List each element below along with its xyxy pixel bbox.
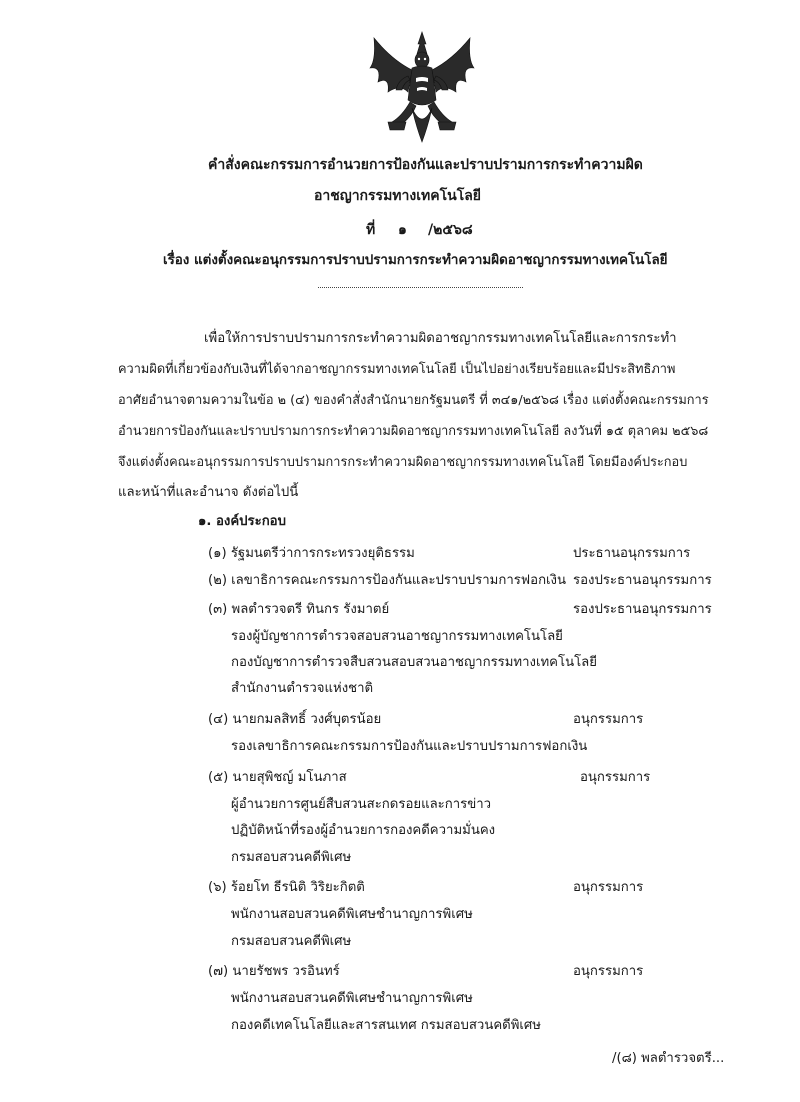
section-heading: ๑. องค์ประกอบ (198, 514, 286, 529)
separator-dots (318, 287, 523, 288)
member-name: (๕) นายสุพิชญ์ มโนภาส (208, 770, 347, 785)
intro-line: และหน้าที่และอำนาจ ดังต่อไปนี้ (118, 485, 299, 500)
member-detail: พนักงานสอบสวนคดีพิเศษชำนาญการพิเศษ (231, 991, 473, 1006)
member-detail: พนักงานสอบสวนคดีพิเศษชำนาญการพิเศษ (231, 907, 473, 922)
order-number-value: ๑ (398, 222, 407, 238)
member-detail: รองผู้บัญชาการตำรวจสอบสวนอาชญากรรมทางเทคโนโลยี (231, 629, 563, 644)
member-name: (๓) พลตำรวจตรี ทินกร รังมาตย์ (208, 602, 390, 617)
member-name: (๗) นายรัชพร วรอินทร์ (208, 964, 340, 979)
garuda-emblem-icon (362, 30, 482, 148)
order-title-line2: อาชญากรรมทางเทคโนโลยี (314, 188, 482, 204)
member-role: อนุกรรมการ (573, 964, 644, 979)
member-name: (๖) ร้อยโท ธีรนิติ วิริยะกิตติ (208, 880, 365, 895)
order-number-label: ที่ (366, 222, 376, 238)
intro-line: ความผิดที่เกี่ยวข้องกับเงินที่ได้จากอาชญากรรมทางเทคโนโลยี เป็นไปอย่างเรียบร้อยและมีประสิทธิภาพ (118, 362, 676, 377)
member-detail: กองคดีเทคโนโลยีและสารสนเทศ กรมสอบสวนคดีพิเศษ (231, 1018, 541, 1033)
member-role: อนุกรรมการ (580, 770, 651, 785)
member-role: อนุกรรมการ (573, 712, 644, 727)
member-detail: กรมสอบสวนคดีพิเศษ (231, 850, 352, 865)
intro-line: อาศัยอำนาจตามความในข้อ ๒ (๔) ของคำสั่งสำนักนายกรัฐมนตรี ที่ ๓๔๑/๒๕๖๘ เรื่อง แต่งตั้งคณะกรรมการ (118, 393, 709, 408)
order-subject: เรื่อง แต่งตั้งคณะอนุกรรมการปราบปรามการกระทำความผิดอาชญากรรมทางเทคโนโลยี (163, 253, 668, 268)
member-detail: กรมสอบสวนคดีพิเศษ (231, 934, 352, 949)
member-role: ประธานอนุกรรมการ (573, 546, 691, 561)
member-detail: ผู้อำนวยการศูนย์สืบสวนสะกดรอยและการข่าว (231, 797, 492, 812)
member-detail: สำนักงานตำรวจแห่งชาติ (231, 681, 374, 696)
intro-line: จึงแต่งตั้งคณะอนุกรรมการปราบปรามการกระทำความผิดอาชญากรรมทางเทคโนโลยี โดยมีองค์ประกอบ (118, 455, 688, 470)
member-name: (๔) นายกมลสิทธิ์ วงศ์บุตรน้อย (208, 712, 382, 727)
intro-line: อำนวยการป้องกันและปราบปรามการกระทำความผิดอาชญากรรมทางเทคโนโลยี ลงวันที่ ๑๕ ตุลาคม ๒๕๖๘ (118, 424, 709, 439)
member-role: รองประธานอนุกรรมการ (573, 573, 712, 588)
member-detail: ปฏิบัติหน้าที่รองผู้อำนวยการกองคดีความมั่นคง (231, 823, 496, 838)
member-detail: กองบัญชาการตำรวจสืบสวนสอบสวนอาชญากรรมทางเทคโนโลยี (231, 655, 597, 670)
member-detail: รองเลขาธิการคณะกรรมการป้องกันและปราบปรามการฟอกเงิน (231, 739, 588, 754)
member-name: (๒) เลขาธิการคณะกรรมการป้องกันและปราบปรามการฟอกเงิน (208, 573, 567, 588)
order-number-year: /๒๕๖๘ (428, 222, 473, 238)
page-continuation: /(๘) พลตำรวจตรี... (612, 1051, 725, 1066)
member-name: (๑) รัฐมนตรีว่าการกระทรวงยุติธรรม (208, 546, 415, 561)
intro-line: เพื่อให้การปราบปรามการกระทำความผิดอาชญากรรมทางเทคโนโลยีและการกระทำ (204, 331, 677, 346)
member-role: อนุกรรมการ (573, 880, 644, 895)
order-title-line1: คำสั่งคณะกรรมการอำนวยการป้องกันและปราบปรามการกระทำความผิด (208, 157, 643, 173)
member-role: รองประธานอนุกรรมการ (573, 602, 712, 617)
